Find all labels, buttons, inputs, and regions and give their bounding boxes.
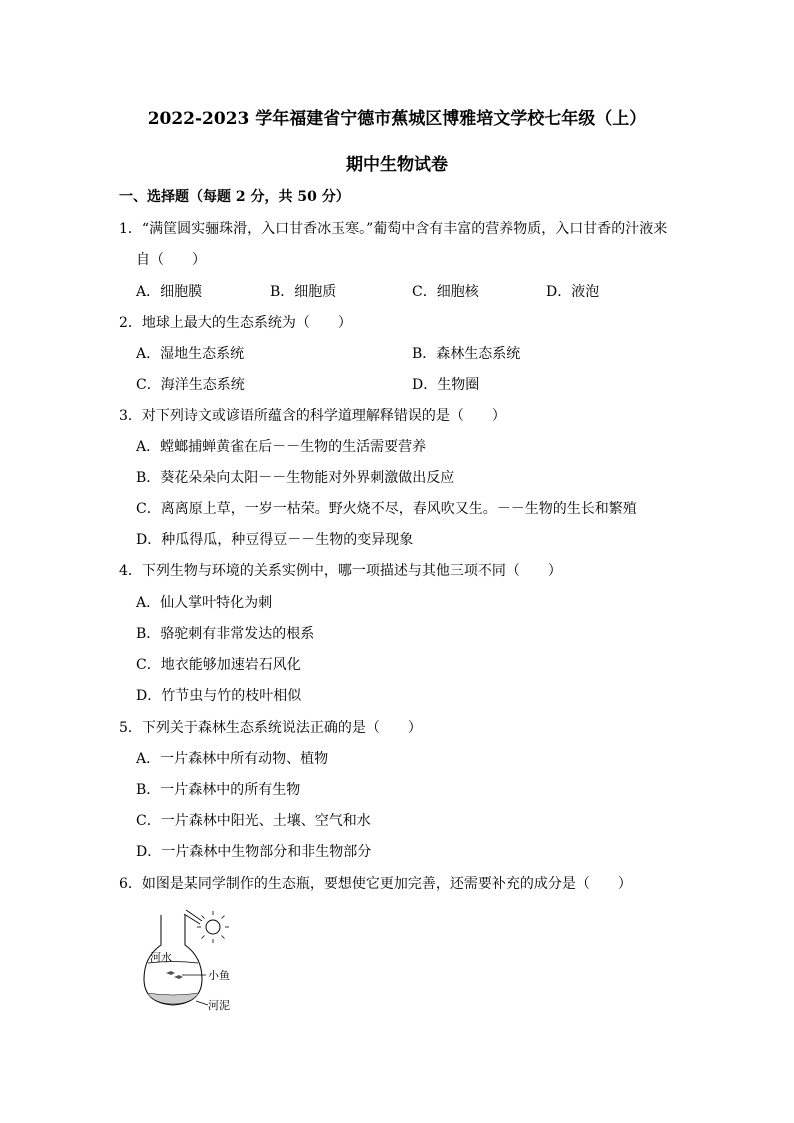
question-4-option-a: A．仙人掌叶特化为刺: [136, 595, 273, 611]
question-1-option-c: C．细胞核: [412, 284, 479, 300]
question-5-stem: 5．下列关于森林生态系统说法正确的是（ ）: [119, 720, 422, 736]
question-4-option-b: B．骆驼刺有非常发达的根系: [136, 626, 315, 642]
question-6-stem: 6．如图是某同学制作的生态瓶，要想使它更加完善，还需要补充的成分是（ ）: [119, 876, 632, 892]
question-3-stem: 3．对下列诗文或谚语所蕴含的科学道理解释错误的是（ ）: [119, 408, 506, 424]
question-4-option-c: C．地衣能够加速岩石风化: [136, 657, 301, 673]
question-2-option-a: A．湿地生态系统: [136, 346, 245, 362]
question-3-option-b: B．葵花朵朵向太阳－－生物能对外界刺激做出反应: [136, 470, 455, 486]
page-title: 2022-2023 学年福建省宁德市蕉城区博雅培文学校七年级（上）: [147, 109, 647, 129]
question-1-stem-cont: 自（ ）: [136, 252, 206, 268]
sun-icon: [184, 910, 229, 943]
section-heading: 一、选择题（每题 2 分，共 50 分）: [119, 189, 350, 205]
eco-bottle-figure: [136, 905, 256, 1015]
question-2-option-d: D．生物圈: [412, 377, 480, 393]
question-1-option-d: D．液泡: [546, 284, 600, 300]
question-4-stem: 4．下列生物与环境的关系实例中，哪一项描述与其他三项不同（ ）: [119, 563, 562, 579]
question-5-option-c: C．一片森林中阳光、土壤、空气和水: [136, 813, 371, 829]
question-5-option-b: B．一片森林中的所有生物: [136, 782, 301, 798]
question-3-option-c: C．离离原上草，一岁一枯荣。野火烧不尽，春风吹又生。－－生物的生长和繁殖: [136, 501, 637, 517]
question-2-stem: 2．地球上最大的生态系统为（ ）: [119, 315, 352, 331]
question-5-option-d: D．一片森林中生物部分和非生物部分: [136, 844, 372, 860]
label-mud: 河泥: [208, 999, 230, 1012]
question-1-option-b: B．细胞质: [270, 284, 337, 300]
eco-bottle-diagram: [136, 905, 256, 1015]
question-3-option-d: D．种瓜得瓜，种豆得豆－－生物的变异现象: [136, 532, 414, 548]
fish-icon: [166, 971, 183, 979]
question-2-option-c: C．海洋生态系统: [136, 377, 245, 393]
question-2-option-b: B．森林生态系统: [412, 346, 521, 362]
question-1-option-a: A．细胞膜: [136, 284, 203, 300]
label-water: 河水: [150, 951, 172, 964]
question-5-option-a: A．一片森林中所有动物、植物: [136, 751, 329, 767]
page-subtitle: 期中生物试卷: [346, 155, 448, 175]
question-3-option-a: A．螳螂捕蝉黄雀在后－－生物的生活需要营养: [136, 439, 427, 455]
question-4-option-d: D．竹节虫与竹的枝叶相似: [136, 688, 302, 704]
label-fish: 小鱼: [208, 969, 230, 982]
question-1-stem: 1．“满筐圆实骊珠滑，入口甘香冰玉寒。”葡萄中含有丰富的营养物质，入口甘香的汁液来: [119, 221, 668, 237]
